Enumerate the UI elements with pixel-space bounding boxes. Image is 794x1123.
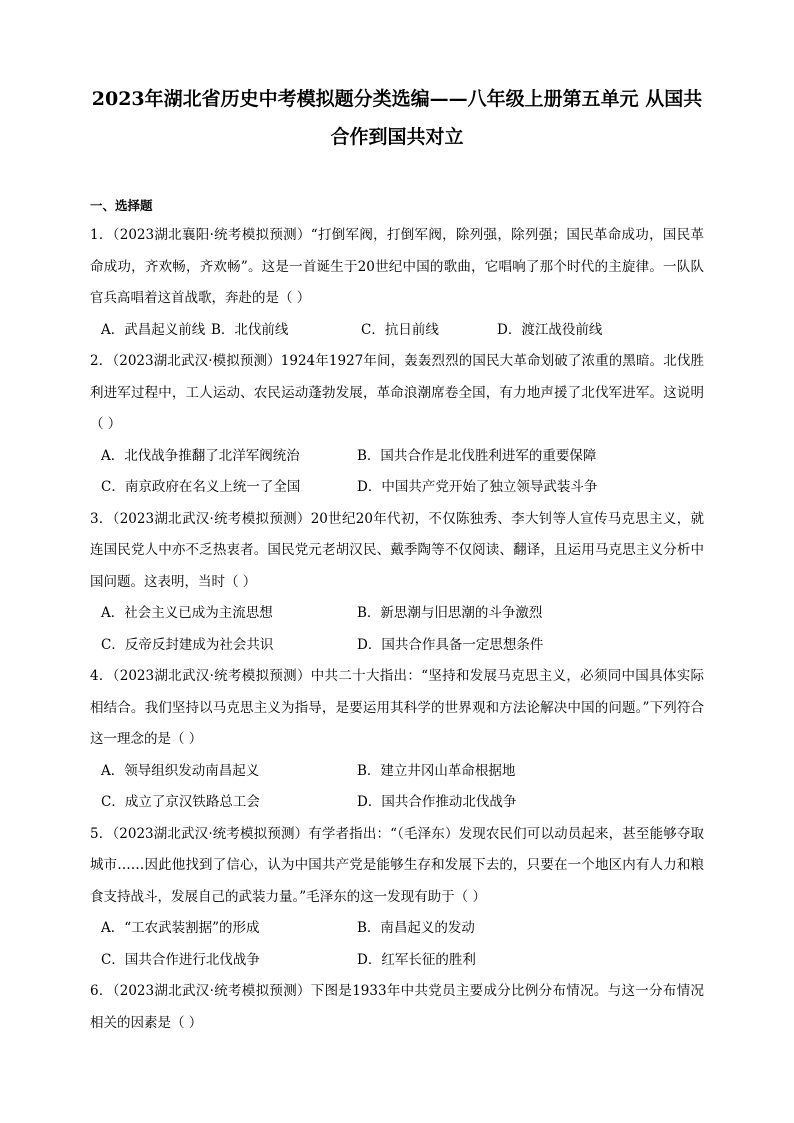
option-d: D．国共合作具备一定思想条件 (357, 636, 544, 653)
option-d: D．渡江战役前线 (497, 321, 603, 338)
option-b: B．建立井冈山革命根据地 (357, 762, 516, 779)
question-stem: 5．（2023湖北武汉·统考模拟预测）有学者指出：“（毛泽东）发现农民们可以动员起来，甚至能够夺取城市……因此他找到了信心，认为中国共产党是能够生存和发展下去的，只要在一个地区内有人力和粮食支持战斗，发展自己的武装力量。”毛泽东的这一发现有助于（ ） (90, 825, 704, 905)
option-b: B．南昌起义的发动 (357, 920, 475, 936)
question-options (90, 315, 704, 347)
option-a: A．武昌起义前线 (101, 321, 206, 338)
question-3 (90, 504, 704, 662)
question-4 (90, 661, 704, 819)
option-b: B．北伐前线 (211, 321, 289, 338)
question-5 (90, 819, 704, 977)
document-title (90, 80, 704, 156)
option-d: D．中国共产党开始了独立领导武装斗争 (357, 479, 598, 495)
option-a: A．北伐战争推翻了北洋军阀统治 (101, 447, 300, 464)
section-heading: 一、选择题 (90, 198, 153, 213)
question-options (90, 913, 704, 976)
option-a: A．领导组织发动南昌起义 (101, 762, 260, 779)
option-c: C．成立了京汉铁路总工会 (101, 794, 260, 810)
option-c: C．抗日前线 (361, 321, 439, 338)
question-stem: 2．（2023湖北武汉·模拟预测）1924年1927年间，轰轰烈烈的国民大革命划破了浓重的黑暗。北伐胜利进军过程中，工人运动、农民运动蓬勃发展，革命浪潮席卷全国，有力地声援了北伐军进军。这说明（ ） (90, 353, 704, 432)
option-c: C．国共合作进行北伐战争 (101, 951, 260, 968)
question-stem: 4．（2023湖北武汉·统考模拟预测）中共二十大指出：“坚持和发展马克思主义，必须同中国具体实际相结合。我们坚持以马克思主义为指导，是要运用其科学的世界观和方法论解决中国的问题。”下列符合这一理念的是（ ） (90, 668, 704, 747)
question-6 (90, 976, 704, 1039)
option-c: C．反帝反封建成为社会共识 (101, 636, 274, 653)
question-stem: 3．（2023湖北武汉·统考模拟预测）20世纪20年代初，不仅陈独秀、李大钊等人宣传马克思主义，就连国民党人中亦不乏热衷者。国民党元老胡汉民、戴季陶等不仅阅读、翻译，且运用马克思主义分析中国问题。这表明，当时（ ） (90, 510, 704, 590)
question-options (90, 598, 704, 661)
option-b: B．国共合作是北伐胜利进军的重要保障 (357, 447, 597, 464)
title-line-1: 2023年湖北省历史中考模拟题分类选编——八年级上册第五单元 从国共 (91, 88, 703, 110)
question-options (90, 756, 704, 819)
option-a: A．社会主义已成为主流思想 (101, 605, 273, 621)
option-a: A．“工农武装割据”的形成 (101, 920, 260, 936)
title-line-2: 合作到国共对立 (330, 126, 464, 148)
option-d: D．红军长征的胜利 (357, 951, 476, 968)
question-2 (90, 346, 704, 504)
question-stem: 1．（2023湖北襄阳·统考模拟预测）“打倒军阀，打倒军阀，除列强，除列强；国民革命成功，国民革命成功，齐欢畅，齐欢畅”。这是一首诞生于20世纪中国的歌曲，它唱响了那个时代的主旋律。一队队官兵高唱着这首战歌，奔赴的是（ ） (90, 227, 704, 306)
option-c: C．南京政府在名义上统一了全国 (101, 479, 301, 495)
option-d: D．国共合作推动北伐战争 (357, 794, 517, 810)
question-1 (90, 220, 704, 346)
question-options (90, 441, 704, 504)
option-b: B．新思潮与旧思潮的斗争激烈 (357, 605, 543, 621)
question-stem: 6．（2023湖北武汉·统考模拟预测）下图是1933年中共党员主要成分比例分布情况。与这一分布情况相关的因素是（ ） (90, 983, 704, 1031)
